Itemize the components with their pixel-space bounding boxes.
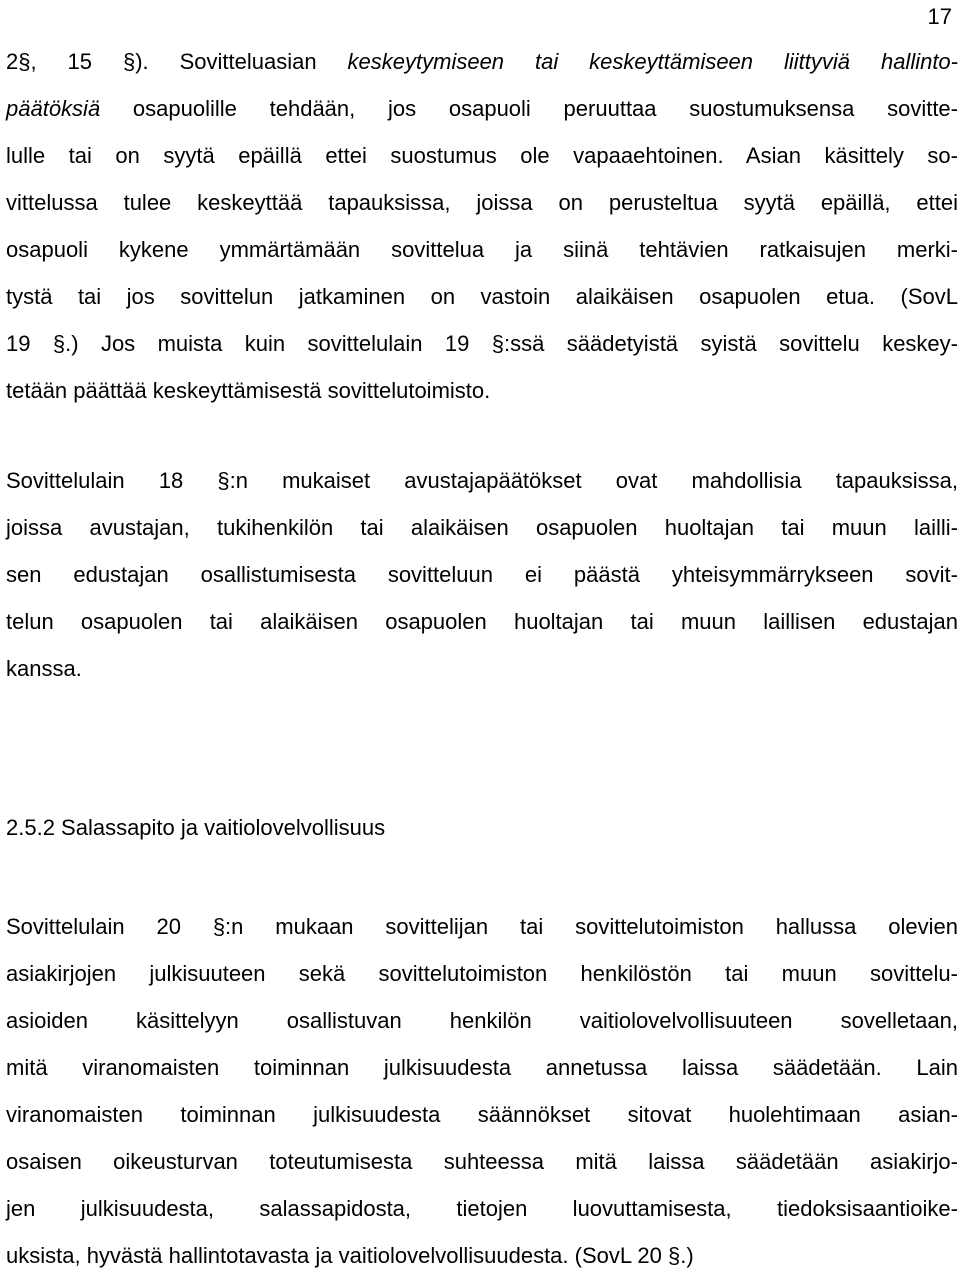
text-line: Sovittelulain 20 §:n mukaan sovittelijan tai sovittelutoimiston hallussa olevien — [6, 914, 958, 939]
paragraph-assistant-decisions — [6, 457, 958, 692]
paragraph-termination — [6, 38, 958, 414]
text-line: lulle tai on syytä epäillä ettei suostumus ole vapaaehtoinen. Asian käsittely so- — [6, 143, 958, 168]
text-line: 19 §.) Jos muista kuin sovittelulain 19 §:ssä säädetyistä syistä sovittelu keskey- — [6, 331, 958, 356]
section-heading: 2.5.2 Salassapito ja vaitiolovelvollisuus — [6, 815, 386, 840]
text-run: 2§, 15 §). Sovitteluasian — [6, 49, 348, 74]
text-line: osaisen oikeusturvan toteutumisesta suhteessa mitä laissa säädetään asiakirjo- — [6, 1149, 958, 1174]
text-line: vittelussa tulee keskeyttää tapauksissa, joissa on perusteltua syytä epäillä, ettei — [6, 190, 958, 215]
text-line: tetään päättää keskeyttämisestä sovittelutoimisto. — [6, 378, 491, 403]
text-line — [6, 38, 958, 85]
text-line: osapuoli kykene ymmärtämään sovittelua ja siinä tehtävien ratkaisujen merki- — [6, 237, 958, 262]
text-line: asioiden käsittelyyn osallistuvan henkilön vaitiolovelvollisuuteen sovelletaan, — [6, 1008, 958, 1033]
text-line: asiakirjojen julkisuuteen sekä sovittelutoimiston henkilöstön tai muun sovittelu- — [6, 961, 958, 986]
text-line: Sovittelulain 18 §:n mukaiset avustajapäätökset ovat mahdollisia tapauksissa, — [6, 468, 958, 493]
text-run: osapuolille tehdään, jos osapuoli peruuttaa suostumuksensa sovitte- — [100, 96, 958, 121]
italic-text-run: keskeytymiseen tai keskeyttämiseen liittyviä hallinto- — [347, 49, 958, 74]
text-line: jen julkisuudesta, salassapidosta, tietojen luovuttamisesta, tiedoksisaantioike- — [6, 1196, 958, 1221]
text-line — [6, 85, 958, 132]
text-line: kanssa. — [6, 656, 82, 681]
text-line: mitä viranomaisten toiminnan julkisuudesta annetussa laissa säädetään. Lain — [6, 1055, 958, 1080]
text-line: joissa avustajan, tukihenkilön tai alaikäisen osapuolen huoltajan tai muun lailli- — [6, 515, 958, 540]
paragraph-confidentiality — [6, 903, 958, 1279]
text-line: tystä tai jos sovittelun jatkaminen on vastoin alaikäisen osapuolen etua. (SovL — [6, 284, 958, 309]
text-line: uksista, hyvästä hallintotavasta ja vaitiolovelvollisuudesta. (SovL 20 §.) — [6, 1243, 694, 1268]
text-line: viranomaisten toiminnan julkisuudesta säännökset sitovat huolehtimaan asian- — [6, 1102, 958, 1127]
page-number: 17 — [927, 4, 952, 29]
text-line: telun osapuolen tai alaikäisen osapuolen huoltajan tai muun laillisen edustajan — [6, 609, 958, 634]
italic-text-run: päätöksiä — [6, 96, 101, 121]
text-line: sen edustajan osallistumisesta sovitteluun ei päästä yhteisymmärrykseen sovit- — [6, 562, 958, 587]
